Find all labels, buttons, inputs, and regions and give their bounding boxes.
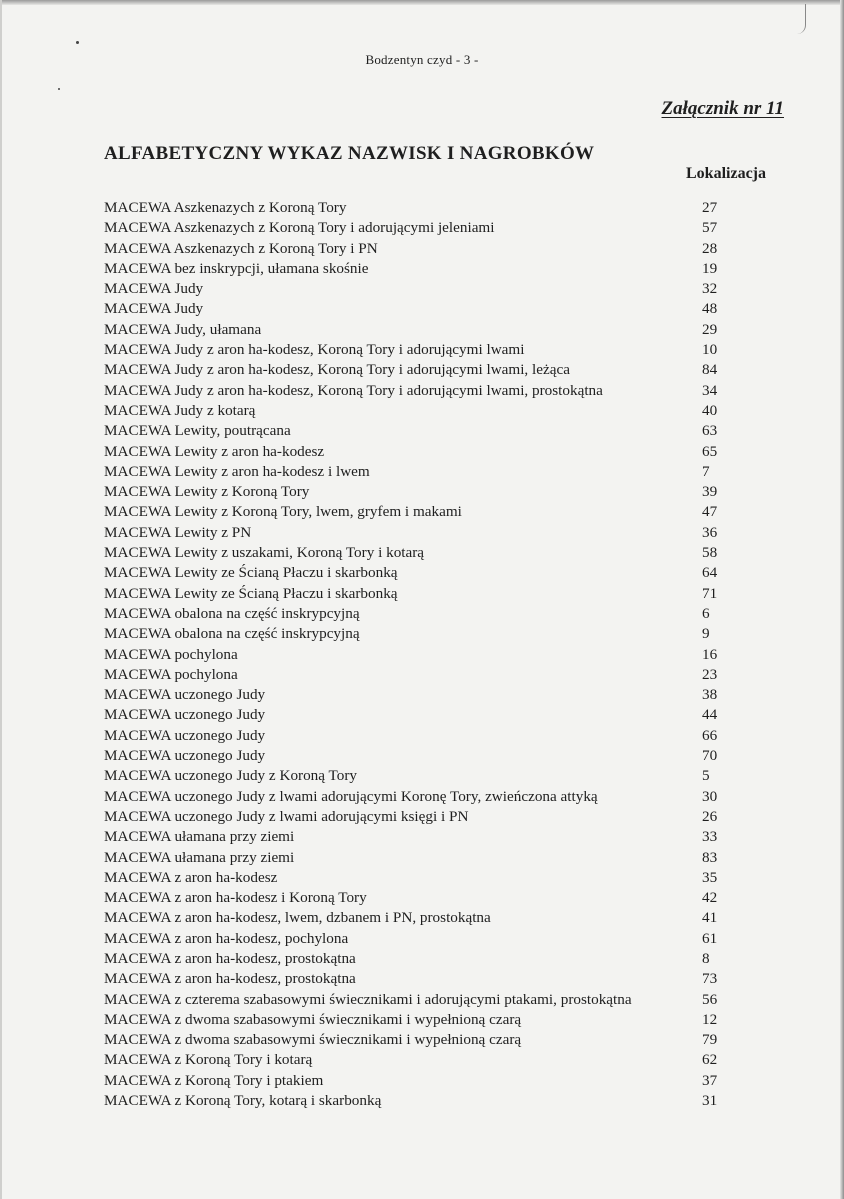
entry-location: 27 (702, 199, 718, 216)
entry-name: MACEWA Lewity z Koroną Tory, lwem, gryfem i makami (104, 503, 462, 521)
entry-location: 32 (702, 280, 718, 298)
entry-location: 58 (702, 544, 718, 562)
list-item (104, 848, 724, 868)
entry-location: 12 (702, 1010, 718, 1028)
entry-name: MACEWA Aszkenazych z Koroną Tory (104, 199, 347, 216)
list-item (104, 523, 724, 543)
list-item (104, 908, 724, 928)
entry-location: 61 (702, 929, 718, 947)
list-item (104, 340, 724, 360)
list-item (104, 787, 724, 807)
list-item (104, 807, 724, 827)
list-item (104, 746, 724, 766)
entry-name: MACEWA obalona na część inskrypcyjną (104, 604, 360, 622)
entry-location: 42 (702, 889, 718, 907)
entry-name: MACEWA z dwoma szabasowymi świecznikami i wypełnioną czarą (104, 1031, 522, 1049)
entry-location: 6 (702, 604, 710, 622)
list-item (104, 1050, 724, 1070)
scan-speck (58, 88, 60, 90)
list-item (104, 604, 724, 624)
entry-name: MACEWA Judy (104, 280, 204, 298)
scan-edge-left (0, 0, 2, 1199)
list-item (104, 827, 724, 847)
list-item (104, 990, 724, 1010)
entry-location: 35 (702, 868, 718, 886)
entry-name: MACEWA Lewity z aron ha-kodesz (104, 442, 325, 460)
list-item (104, 279, 724, 299)
entry-location: 70 (702, 747, 718, 765)
entry-location: 73 (702, 970, 718, 988)
list-item (104, 766, 724, 786)
entry-location: 62 (702, 1051, 718, 1069)
entry-name: MACEWA ułamana przy ziemi (104, 848, 295, 866)
list-item (104, 584, 724, 604)
entry-location: 48 (702, 300, 718, 318)
entry-location: 28 (702, 239, 718, 257)
list-item (104, 360, 724, 380)
list-item (104, 381, 724, 401)
entry-name: MACEWA z Koroną Tory i kotarą (104, 1051, 313, 1069)
entry-name: MACEWA z Koroną Tory i ptakiem (104, 1071, 324, 1089)
list-item (104, 239, 724, 259)
entry-location: 10 (702, 341, 718, 359)
entry-location: 31 (702, 1092, 718, 1110)
entry-name: MACEWA uczonego Judy z lwami adorującymi księgi i PN (104, 807, 469, 825)
entry-name: MACEWA Lewity z Koroną Tory (104, 483, 310, 501)
entry-location: 36 (702, 523, 718, 541)
entry-location: 8 (702, 949, 710, 967)
list-item (104, 624, 724, 644)
location-column-header: Lokalizacja (686, 165, 766, 182)
list-item (104, 462, 724, 482)
list-item (104, 218, 724, 238)
list-item (104, 949, 724, 969)
entry-location: 29 (702, 320, 718, 338)
entry-name: MACEWA z dwoma szabasowymi świecznikami i wypełnioną czarą (104, 1010, 522, 1028)
entry-name: MACEWA uczonego Judy (104, 686, 266, 704)
entry-location: 64 (702, 564, 718, 582)
list-item (104, 1030, 724, 1050)
entry-location: 41 (702, 909, 718, 927)
entry-name: MACEWA uczonego Judy z lwami adorującymi Koronę Tory, zwieńczona attyką (104, 787, 598, 805)
list-item (104, 685, 724, 705)
entry-name: MACEWA z aron ha-kodesz i Koroną Tory (104, 889, 367, 907)
entry-name: MACEWA Judy z kotarą (104, 401, 256, 419)
entry-name: MACEWA uczonego Judy (104, 706, 266, 724)
annex-label: Załącznik nr 11 (661, 98, 784, 119)
list-item (104, 543, 724, 563)
entry-location: 66 (702, 726, 718, 744)
entry-name: MACEWA z aron ha-kodesz, pochylona (104, 929, 349, 947)
entry-name: MACEWA uczonego Judy (104, 726, 266, 744)
list-item (104, 259, 724, 279)
list-item (104, 705, 724, 725)
entry-location: 65 (702, 442, 718, 460)
list-item (104, 665, 724, 685)
entry-list (104, 198, 724, 1111)
entry-name: MACEWA ułamana przy ziemi (104, 828, 295, 846)
list-item (104, 401, 724, 421)
list-item (104, 1091, 724, 1111)
entry-name: MACEWA Judy z aron ha-kodesz, Koroną Tory i adorującymi lwami, leżąca (104, 361, 570, 379)
scan-edge-right (840, 0, 844, 1199)
entry-location: 44 (702, 706, 718, 724)
list-item (104, 726, 724, 746)
list-item (104, 482, 724, 502)
entry-location: 37 (702, 1071, 718, 1089)
entry-location: 7 (702, 462, 710, 480)
scan-edge-top (0, 0, 844, 5)
entry-name: MACEWA pochylona (104, 645, 238, 663)
entry-location: 63 (702, 422, 718, 440)
entry-name: MACEWA bez inskrypcji, ułamana skośnie (104, 259, 369, 277)
list-item (104, 563, 724, 583)
entry-name: MACEWA uczonego Judy (104, 747, 266, 765)
list-item (104, 645, 724, 665)
entry-name: MACEWA Lewity ze Ścianą Płaczu i skarbonką (104, 584, 398, 602)
list-item (104, 1010, 724, 1030)
entry-location: 84 (702, 361, 718, 379)
entry-name: MACEWA z aron ha-kodesz, lwem, dzbanem i PN, prostokątna (104, 909, 491, 927)
entry-name: MACEWA Aszkenazych z Koroną Tory i PN (104, 239, 378, 257)
entry-name: MACEWA z aron ha-kodesz, prostokątna (104, 949, 356, 967)
entry-name: MACEWA Lewity, poutrącana (104, 422, 291, 440)
entry-name: MACEWA z czterema szabasowymi świecznikami i adorującymi ptakami, prostokątna (104, 990, 632, 1008)
entry-name: MACEWA uczonego Judy z Koroną Tory (104, 767, 358, 785)
entry-name: MACEWA Lewity z aron ha-kodesz i lwem (104, 462, 370, 480)
list-item (104, 929, 724, 949)
entry-name: MACEWA Judy z aron ha-kodesz, Koroną Tory i adorującymi lwami (104, 341, 525, 359)
list-item (104, 888, 724, 908)
entry-name: MACEWA Lewity z uszakami, Koroną Tory i kotarą (104, 544, 425, 562)
entry-name: MACEWA Lewity ze Ścianą Płaczu i skarbonką (104, 564, 398, 582)
entry-location: 34 (702, 381, 718, 399)
entry-location: 5 (702, 767, 710, 785)
entry-location: 9 (702, 625, 710, 643)
list-item (104, 320, 724, 340)
entry-name: MACEWA z aron ha-kodesz (104, 868, 278, 886)
entry-location: 57 (702, 219, 718, 237)
list-item (104, 502, 724, 522)
entry-location: 40 (702, 401, 718, 419)
entry-name: MACEWA pochylona (104, 665, 238, 683)
list-item (104, 1071, 724, 1091)
entry-name: MACEWA Judy z aron ha-kodesz, Koroną Tory i adorującymi lwami, prostokątna (104, 381, 603, 399)
entry-location: 39 (702, 483, 718, 501)
list-item (104, 442, 724, 462)
entry-location: 19 (702, 259, 718, 277)
list-item (104, 868, 724, 888)
page-title: ALFABETYCZNY WYKAZ NAZWISK I NAGROBKÓW (104, 143, 595, 164)
entry-name: MACEWA z aron ha-kodesz, prostokątna (104, 970, 356, 988)
entry-location: 26 (702, 807, 718, 825)
entry-location: 16 (702, 645, 718, 663)
entry-location: 47 (702, 503, 718, 521)
entry-location: 23 (702, 665, 718, 683)
entry-location: 71 (702, 584, 718, 602)
entry-name: MACEWA obalona na część inskrypcyjną (104, 625, 360, 643)
entry-location: 38 (702, 686, 718, 704)
list-item (104, 198, 724, 218)
entry-location: 30 (702, 787, 718, 805)
list-item (104, 421, 724, 441)
entry-name: MACEWA Judy, ułamana (104, 320, 262, 338)
entry-name: MACEWA z Koroną Tory, kotarą i skarbonką (104, 1092, 382, 1110)
scan-speck (76, 41, 79, 44)
scan-corner-mark (797, 4, 806, 34)
entry-name: MACEWA Lewity z PN (104, 523, 252, 541)
page-header: Bodzentyn czyd - 3 - (365, 52, 479, 67)
list-item (104, 299, 724, 319)
entry-location: 83 (702, 848, 718, 866)
entry-location: 33 (702, 828, 718, 846)
entry-location: 79 (702, 1031, 718, 1049)
list-item (104, 969, 724, 989)
entry-name: MACEWA Aszkenazych z Koroną Tory i adorującymi jeleniami (104, 219, 495, 237)
entry-location: 56 (702, 990, 718, 1008)
entry-name: MACEWA Judy (104, 300, 204, 318)
